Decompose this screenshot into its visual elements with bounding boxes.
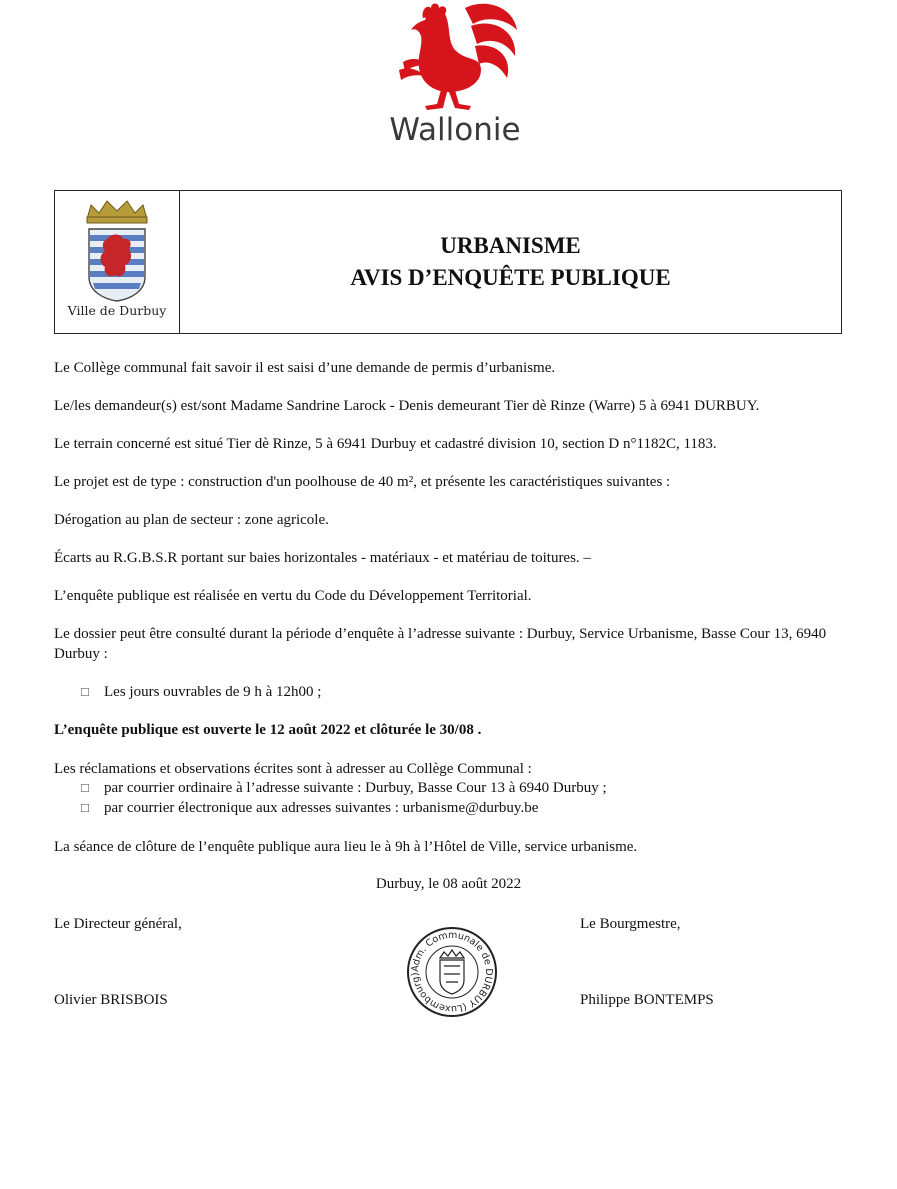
inquiry-dates: L’enquête publique est ouverte le 12 août 2022 et clôturée le 30/08 . bbox=[54, 722, 482, 738]
paragraph-11: La séance de clôture de l’enquête publique aura lieu le à 9h à l’Hôtel de Ville, service urbanisme. bbox=[54, 839, 638, 855]
paragraph-1: Le Collège communal fait savoir il est saisi d’une demande de permis d’urbanisme. bbox=[54, 360, 556, 376]
stamp-text: Adm. Communale de DURBUY (Luxembourg) bbox=[409, 929, 495, 1015]
bullet-item-2 bbox=[80, 778, 607, 799]
checkbox-icon: ☐ bbox=[80, 686, 90, 699]
title-line-1: URBANISME bbox=[440, 233, 581, 258]
paragraph-2: Le/les demandeur(s) est/sont Madame Sandrine Larock - Denis demeurant Tier dè Rinze (Warre) 5 à 6941 DURBUY. bbox=[54, 398, 760, 414]
title-line-2: AVIS D’ENQUÊTE PUBLIQUE bbox=[350, 265, 671, 290]
bullet-item-3 bbox=[80, 798, 538, 819]
paragraph-5: Dérogation au plan de secteur : zone agricole. bbox=[54, 512, 329, 528]
signatory-left-role: Le Directeur général, bbox=[54, 916, 182, 932]
checkbox-icon: ☐ bbox=[80, 782, 90, 795]
crest-label: Ville de Durbuy bbox=[67, 303, 167, 318]
bullet-text: par courrier électronique aux adresses suivantes : urbanisme@durbuy.be bbox=[104, 800, 539, 816]
paragraph-7: L’enquête publique est réalisée en vertu du Code du Développement Territorial. bbox=[54, 588, 532, 604]
logo-wordmark: Wallonie bbox=[389, 112, 521, 148]
crest-cell bbox=[55, 191, 180, 333]
wallonie-logo bbox=[380, 0, 530, 160]
paragraph-8: Le dossier peut être consulté durant la période d’enquête à l’adresse suivante : Durbuy, Service Urbanisme, Basse Cour 13, 6940 Durbuy : bbox=[54, 626, 827, 662]
svg-text:Adm. Communale de DURBUY (Luxe bbox=[410, 930, 494, 1014]
signatory-left-name: Olivier BRISBOIS bbox=[54, 992, 168, 1008]
stamp-seal-icon bbox=[404, 924, 500, 1020]
signatory-right-name: Philippe BONTEMPS bbox=[580, 992, 714, 1008]
paragraph-4: Le projet est de type : construction d'un poolhouse de 40 m², et présente les caractéristiques suivantes : bbox=[54, 474, 671, 490]
paragraph-6: Écarts au R.G.B.S.R portant sur baies horizontales - matériaux - et matériau de toitures. – bbox=[54, 550, 591, 566]
checkbox-icon: ☐ bbox=[80, 802, 90, 815]
durbuy-crest-icon bbox=[81, 199, 153, 303]
bullet-item-1 bbox=[80, 682, 321, 703]
header-box bbox=[54, 190, 842, 334]
paragraph-3: Le terrain concerné est situé Tier dè Rinze, 5 à 6941 Durbuy et cadastré division 10, section D n°1182C, 1183. bbox=[54, 436, 717, 452]
bullet-text: Les jours ouvrables de 9 h à 12h00 ; bbox=[104, 684, 322, 700]
date-line: Durbuy, le 08 août 2022 bbox=[375, 876, 522, 892]
signatory-right-role: Le Bourgmestre, bbox=[580, 916, 681, 932]
rooster-icon bbox=[385, 0, 525, 112]
official-stamp bbox=[404, 924, 500, 1025]
paragraph-10: Les réclamations et observations écrites sont à adresser au Collège Communal : bbox=[54, 761, 532, 777]
bullet-text: par courrier ordinaire à l’adresse suivante : Durbuy, Basse Cour 13 à 6940 Durbuy ; bbox=[104, 780, 607, 796]
title-cell bbox=[180, 191, 841, 333]
